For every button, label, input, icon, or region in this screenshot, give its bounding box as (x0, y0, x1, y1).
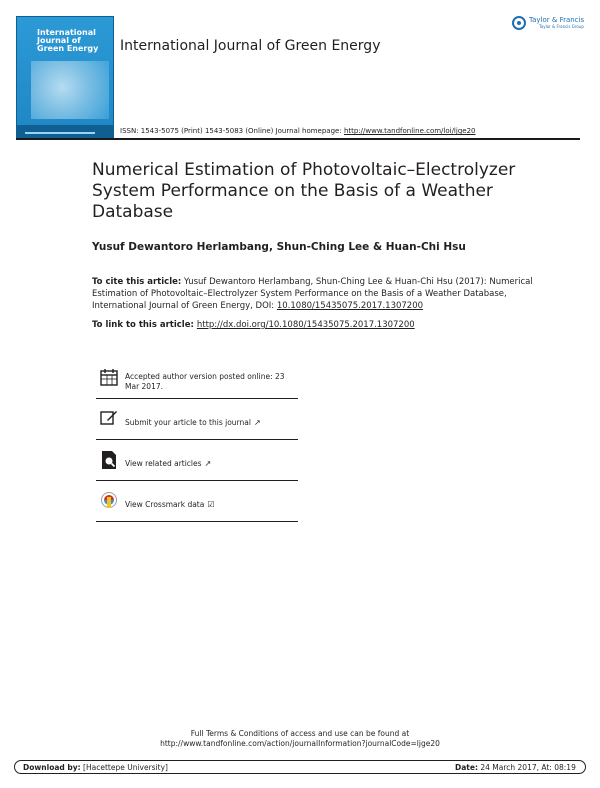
journal-cover-image (16, 16, 114, 138)
cover-bottom-strip (17, 125, 113, 137)
issn-text: ISSN: 1543-5075 (Print) 1543-5083 (Online) Journal homepage: (120, 127, 344, 135)
download-date: Date: 24 March 2017, At: 08:19 (455, 763, 576, 772)
article-title: Numerical Estimation of Photovoltaic–Electrolyzer System Performance on the Basis of a Weather Database (92, 160, 516, 222)
related-articles-icon (100, 450, 118, 472)
article-link-line (92, 320, 415, 330)
cite-label: To cite this article: (92, 277, 182, 287)
cover-artwork (31, 61, 109, 119)
submit-article-item[interactable] (96, 399, 298, 440)
pencil-icon (100, 409, 118, 429)
crossmark-icon (100, 491, 118, 513)
accepted-version-item (96, 360, 298, 399)
publisher-logo-name: Taylor & Francis (529, 16, 585, 24)
terms-line: Full Terms & Conditions of access and use can be found at (190, 729, 410, 738)
publisher-logo-group: Taylor & Francis Group (539, 24, 584, 29)
download-info-bar (14, 760, 586, 774)
article-actions (96, 360, 298, 522)
issn-line (120, 127, 475, 135)
crossmark-external-icon: ☑ (207, 500, 215, 509)
header-divider (16, 138, 580, 140)
cite-doi-link[interactable]: 10.1080/15435075.2017.1307200 (276, 301, 424, 311)
downloaded-by: Download by: [Hacettepe University] (23, 763, 168, 772)
external-link-icon: ↗ (204, 459, 212, 468)
publisher-logo[interactable] (512, 16, 588, 42)
cover-title: International Journal of Green Energy (37, 28, 99, 53)
accepted-version-text: Accepted author version posted online: 23 Mar 2017. (125, 372, 285, 391)
crossmark-item[interactable] (96, 481, 298, 522)
article-doi-link[interactable]: http://dx.doi.org/10.1080/15435075.2017.1307200 (196, 320, 415, 330)
related-articles-item[interactable] (96, 440, 298, 481)
cite-text: Yusuf Dewantoro Herlambang, Shun-Ching Lee & Huan-Chi Hsu (2017): Numerical Estimation of Photovoltaic–Electrolyzer System Performance on the Basis of a Weather Database, International Journal of Green Energy, DOI: (92, 277, 533, 311)
citation-block (92, 276, 562, 312)
calendar-icon (100, 368, 118, 388)
terms-and-conditions (0, 729, 600, 749)
crossmark-link[interactable]: View Crossmark data ☑ (125, 500, 215, 509)
tf-globe-icon (512, 16, 526, 30)
terms-url-link[interactable]: http://www.tandfonline.com/action/journalInformation?journalCode=ljge20 (160, 739, 440, 748)
submit-article-link[interactable]: Submit your article to this journal ↗ (125, 418, 261, 427)
article-authors: Yusuf Dewantoro Herlambang, Shun-Ching Lee & Huan-Chi Hsu (92, 241, 466, 253)
journal-homepage-link[interactable]: http://www.tandfonline.com/loi/ljge20 (343, 127, 476, 135)
link-label: To link to this article: (92, 320, 197, 330)
external-link-icon: ↗ (253, 418, 261, 427)
related-articles-link[interactable]: View related articles ↗ (125, 459, 212, 468)
journal-name[interactable]: International Journal of Green Energy (120, 38, 381, 54)
